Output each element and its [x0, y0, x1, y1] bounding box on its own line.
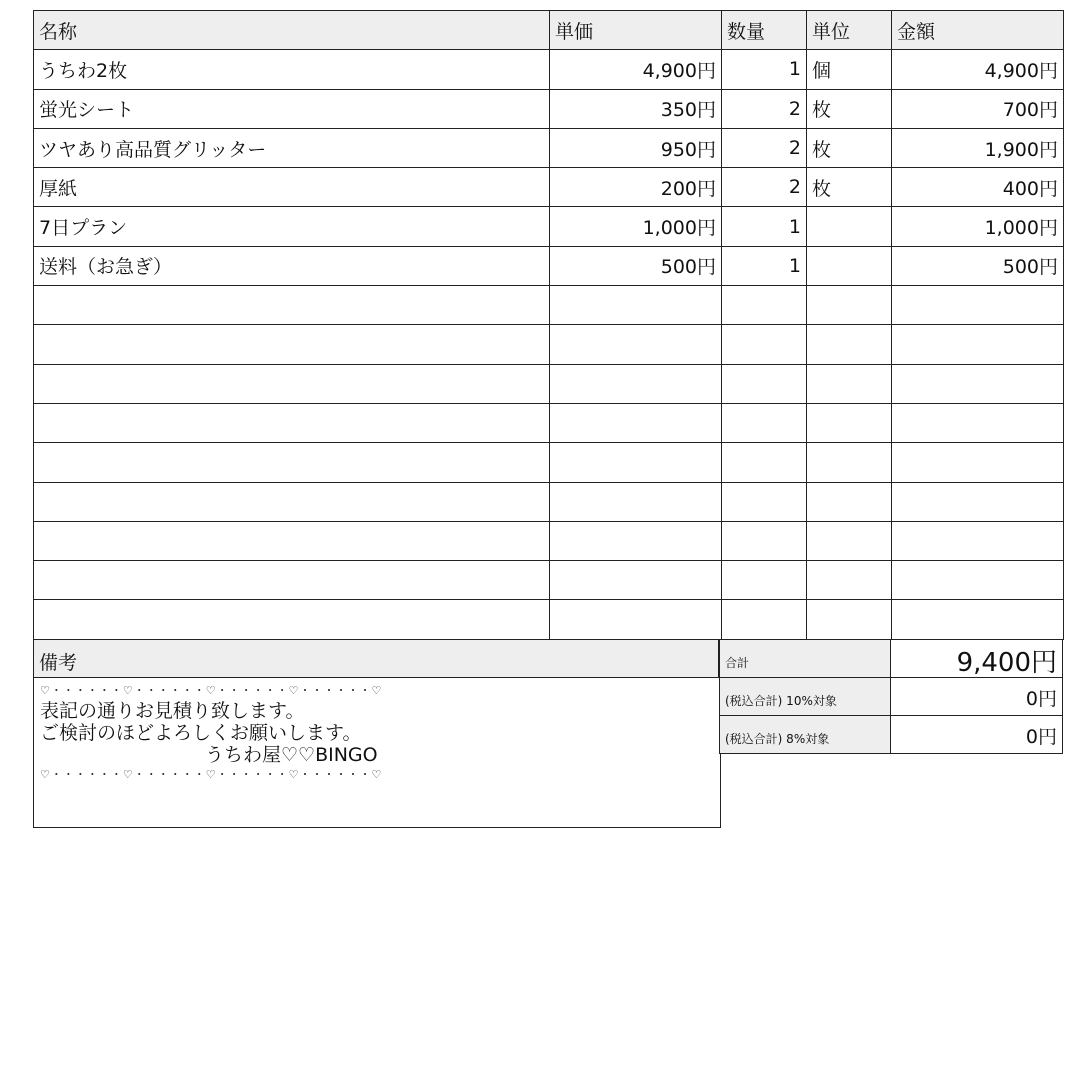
cell-quantity [722, 521, 807, 560]
cell-unit-price: 1,000円 [550, 207, 722, 246]
cell-unit-price [550, 443, 722, 482]
table-row [34, 207, 1064, 246]
cell-amount [892, 482, 1064, 521]
table-row [34, 561, 1064, 600]
cell-unit [807, 403, 892, 442]
cell-unit-price [550, 403, 722, 442]
cell-quantity [722, 482, 807, 521]
cell-name [34, 364, 550, 403]
cell-unit-price: 500円 [550, 246, 722, 285]
table-row [34, 521, 1064, 560]
cell-quantity [722, 364, 807, 403]
cell-amount [892, 403, 1064, 442]
cell-amount [892, 325, 1064, 364]
header-unit: 単位 [807, 11, 892, 50]
notes-decoration-top: ♡・・・・・・♡・・・・・・♡・・・・・・♡・・・・・・♡ [40, 683, 383, 697]
cell-name [34, 286, 550, 325]
cell-amount [892, 521, 1064, 560]
cell-quantity [722, 600, 807, 639]
cell-unit: 枚 [807, 128, 892, 167]
cell-unit-price: 350円 [550, 89, 722, 128]
cell-amount [892, 286, 1064, 325]
cell-name [34, 403, 550, 442]
cell-unit-price [550, 364, 722, 403]
cell-name [34, 561, 550, 600]
cell-name [34, 325, 550, 364]
tax10-label: (税込合計) 10%対象 [719, 678, 891, 716]
header-row [34, 11, 1064, 50]
table-row [34, 286, 1064, 325]
cell-name: うちわ2枚 [34, 50, 550, 89]
cell-amount: 1,900円 [892, 128, 1064, 167]
table-row [34, 443, 1064, 482]
cell-unit-price [550, 286, 722, 325]
cell-unit: 枚 [807, 89, 892, 128]
cell-unit [807, 364, 892, 403]
notes-line-1: 表記の通りお見積り致します。 [40, 699, 305, 722]
cell-name [34, 482, 550, 521]
cell-name [34, 600, 550, 639]
shop-name: うちわ屋♡♡BINGO [205, 743, 378, 766]
cell-name: ツヤあり高品質グリッター [34, 128, 550, 167]
items-body [34, 50, 1064, 639]
table-row [34, 482, 1064, 521]
cell-name [34, 443, 550, 482]
cell-amount: 4,900円 [892, 50, 1064, 89]
table-row [34, 89, 1064, 128]
cell-unit [807, 286, 892, 325]
cell-name [34, 521, 550, 560]
table-row [34, 50, 1064, 89]
cell-amount [892, 561, 1064, 600]
cell-quantity: 2 [722, 168, 807, 207]
cell-unit [807, 561, 892, 600]
cell-quantity: 1 [722, 246, 807, 285]
estimate-sheet [33, 10, 1063, 840]
cell-amount: 1,000円 [892, 207, 1064, 246]
cell-amount [892, 364, 1064, 403]
cell-quantity: 2 [722, 89, 807, 128]
table-row [34, 325, 1064, 364]
notes-decoration-bottom: ♡・・・・・・♡・・・・・・♡・・・・・・♡・・・・・・♡ [40, 767, 383, 781]
header-unit-price: 単価 [550, 11, 722, 50]
cell-amount: 500円 [892, 246, 1064, 285]
cell-unit-price [550, 482, 722, 521]
table-row [34, 403, 1064, 442]
cell-quantity [722, 443, 807, 482]
tax8-value: 0円 [890, 716, 1063, 754]
cell-unit [807, 325, 892, 364]
cell-amount [892, 443, 1064, 482]
cell-unit-price: 4,900円 [550, 50, 722, 89]
cell-unit-price: 200円 [550, 168, 722, 207]
table-row [34, 246, 1064, 285]
cell-name: 蛍光シート [34, 89, 550, 128]
header-name: 名称 [34, 11, 550, 50]
cell-quantity [722, 403, 807, 442]
table-row [34, 168, 1064, 207]
cell-amount: 400円 [892, 168, 1064, 207]
cell-quantity: 1 [722, 207, 807, 246]
table-row [34, 364, 1064, 403]
cell-name: 送料（お急ぎ） [34, 246, 550, 285]
table-row [34, 128, 1064, 167]
notes-label: 備考 [33, 640, 719, 678]
cell-amount [892, 600, 1064, 639]
cell-quantity [722, 325, 807, 364]
cell-quantity [722, 561, 807, 600]
total-label: 合計 [719, 640, 891, 678]
header-amount: 金額 [892, 11, 1064, 50]
tax8-label: (税込合計) 8%対象 [719, 716, 891, 754]
cell-amount: 700円 [892, 89, 1064, 128]
cell-unit: 枚 [807, 168, 892, 207]
header-quantity: 数量 [722, 11, 807, 50]
cell-unit-price [550, 561, 722, 600]
cell-unit [807, 600, 892, 639]
cell-unit-price [550, 521, 722, 560]
tax10-value: 0円 [890, 678, 1063, 716]
notes-line-2: ご検討のほどよろしくお願いします。 [40, 721, 362, 744]
cell-unit-price: 950円 [550, 128, 722, 167]
items-table [33, 10, 1064, 640]
cell-unit [807, 443, 892, 482]
cell-unit-price [550, 600, 722, 639]
cell-unit [807, 207, 892, 246]
cell-name: 7日プラン [34, 207, 550, 246]
cell-unit [807, 246, 892, 285]
cell-name: 厚紙 [34, 168, 550, 207]
cell-unit-price [550, 325, 722, 364]
cell-quantity: 1 [722, 50, 807, 89]
cell-quantity [722, 286, 807, 325]
cell-unit: 個 [807, 50, 892, 89]
cell-unit [807, 521, 892, 560]
total-value: 9,400円 [890, 640, 1063, 678]
cell-quantity: 2 [722, 128, 807, 167]
cell-unit [807, 482, 892, 521]
notes-box [33, 678, 721, 828]
summary-section [33, 640, 1063, 840]
table-row [34, 600, 1064, 639]
